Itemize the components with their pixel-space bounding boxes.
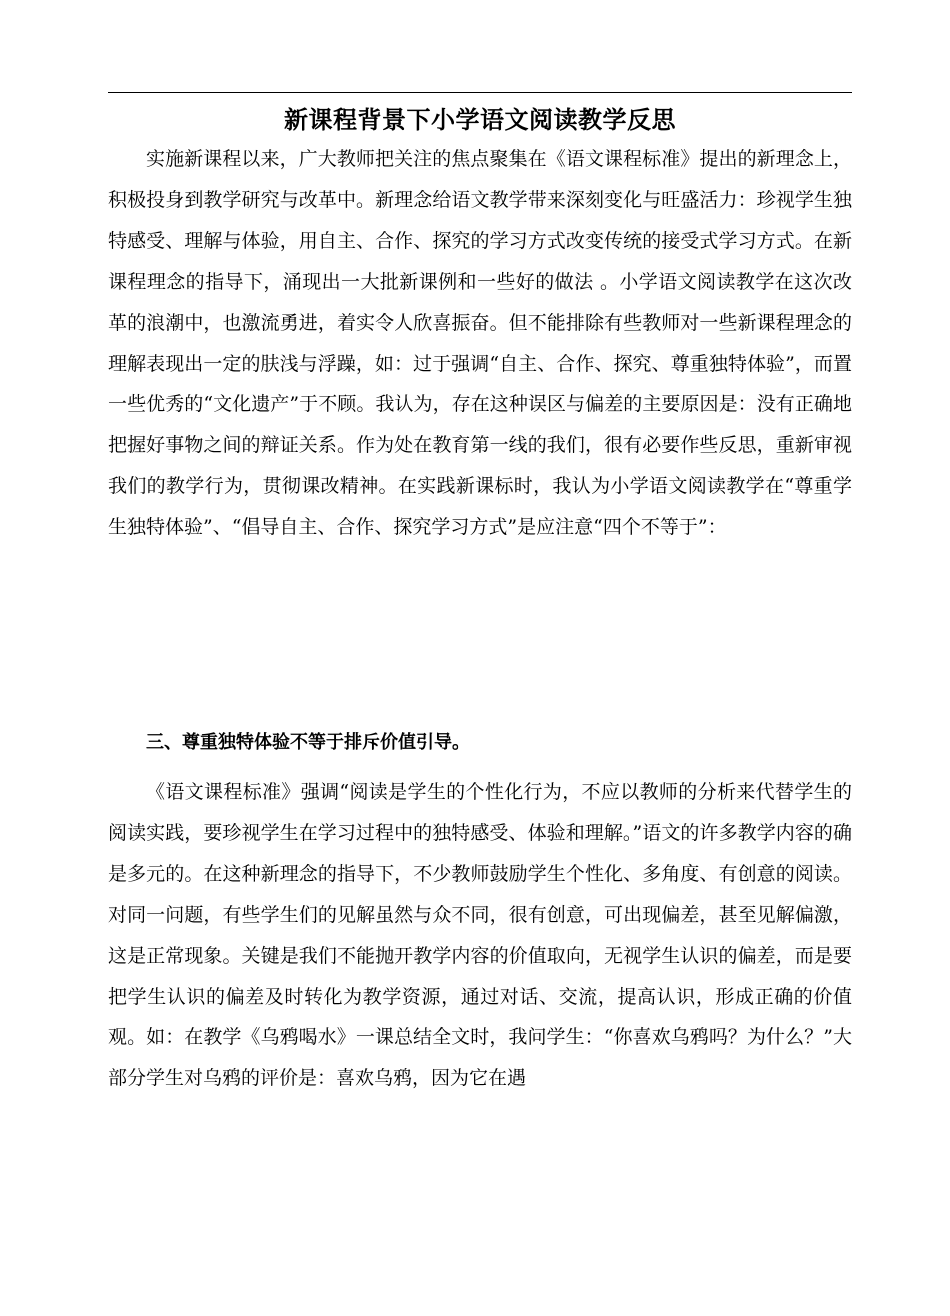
body-paragraph: 《语文课程标准》强调“阅读是学生的个性化行为，不应以教师的分析来代替学生的阅读实践，要珍视学生在学习过程中的独特感受、体验和理解。”语文的许多教学内容的确是多元的。在这种新理念的指导下，不少教师鼓励学生个性化、多角度、有创意的阅读。对同一问题，有些学生们的见解虽然与众不同，很有创意，可出现偏差，甚至见解偏激，这是正常现象。关键是我们不能抛开教学内容的价值取向，无视学生认识的偏差，而是要把学生认识的偏差及时转化为教学资源，通过对话、交流，提高认识，形成正确的价值观。如：在教学《乌鸦喝水》一课总结全文时，我问学生：“你喜欢乌鸦吗？为什么？”大部分学生对乌鸦的评价是：喜欢乌鸦，因为它在遇 [108, 781, 852, 1090]
header-rule [108, 92, 852, 93]
section-heading: 三、尊重独特体验不等于排斥价值引导。 [146, 732, 470, 753]
document-title: 新课程背景下小学语文阅读教学反思 [284, 106, 676, 134]
document-page [108, 0, 852, 1316]
intro-paragraph: 实施新课程以来，广大教师把关注的焦点聚集在《语文课程标准》提出的新理念上，积极投身到教学研究与改革中。新理念给语文教学带来深刻变化与旺盛活力：珍视学生独特感受、理解与体验，用自主、合作、探究的学习方式改变传统的接受式学习方式。在新课程理念的指导下，涌现出一大批新课例和一些好的做法 。小学语文阅读教学在这次改革的浪潮中，也激流勇进，着实令人欣喜振奋。但不能排除有些教师对一些新课程理念的理解表现出一定的肤浅与浮躁，如：过于强调“自主、合作、探究、尊重独特体验”，而置一些优秀的“文化遗产”于不顾。我认为，存在这种误区与偏差的主要原因是：没有正确地把握好事物之间的辩证关系。作为处在教育第一线的我们，很有必要作些反思，重新审视我们的教学行为，贯彻课改精神。在实践新课标时，我认为小学语文阅读教学在“尊重学生独特体验”、“倡导自主、合作、探究学习方式”是应注意“四个不等于”： [108, 148, 852, 539]
